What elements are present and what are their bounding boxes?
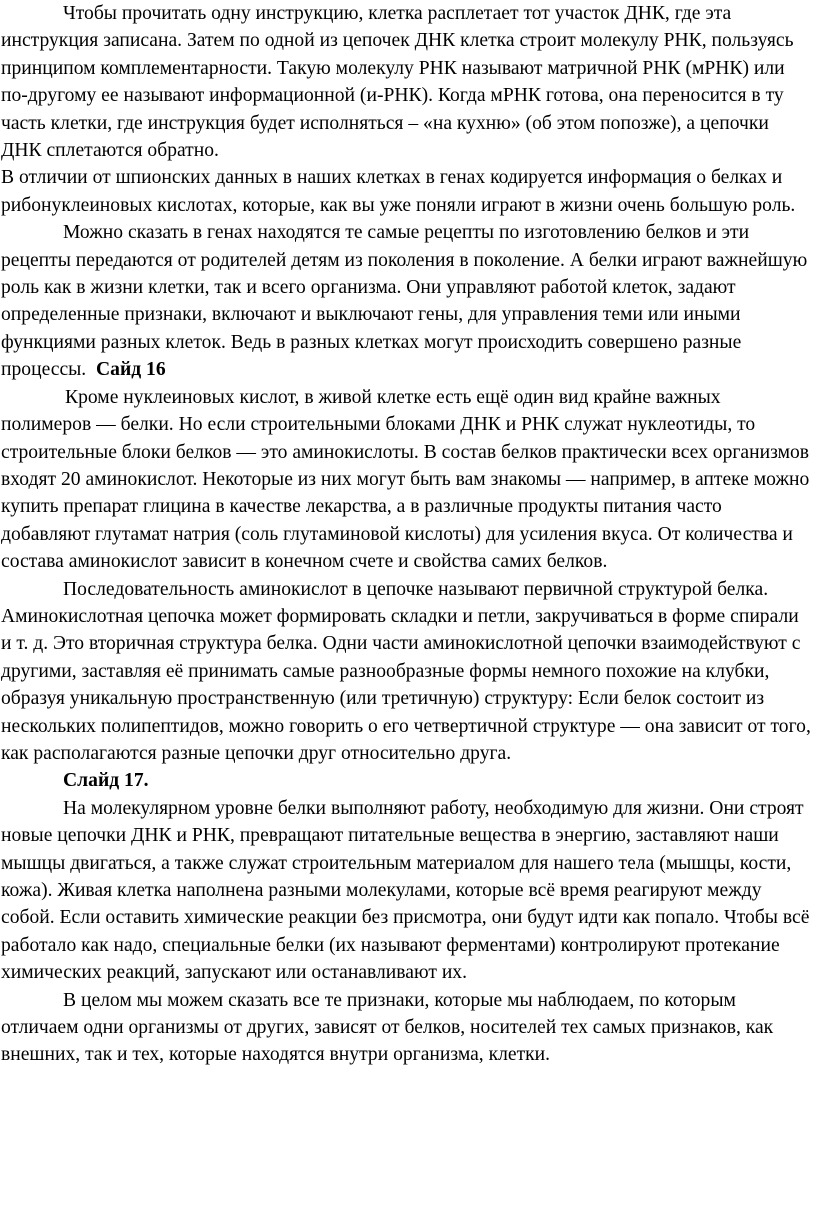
paragraph-protein-structure: Последовательность аминокислот в цепочке называют первичной структурой белка. Аминокислотная цепочка может формировать складки и петли, закручиваться в форме спирали и т. д. Это вторичная структура белка. Одни части аминокислотной цепочки взаимодействуют с другими, заставляя её принимать самые разнообразные формы немного похожие на клубки, образуя уникальную пространственную (или третичную) структуру: Если белок состоит из нескольких полипептидов, можно говорить о его четвертичной структуре — она зависит от того, как располагаются разные цепочки друг относительно друга. <box>1 578 811 764</box>
slide-17-heading: Слайд 17. <box>63 770 149 792</box>
paragraph-rna-transcription: Чтобы прочитать одну инструкцию, клетка расплетает тот участок ДНК, где эта инструкция записана. Затем по одной из цепочек ДНК клетка строит молекулу РНК, пользуясь принципом комплементарности. Такую молекулу РНК называют матричной РНК (мРНК) или по-другому ее называют информационной (и-РНК). Когда мРНК готова, она переносится в ту часть клетки, где инструкция будет исполняться – «на кухню» (об этом попозже), а цепочки ДНК сплетаются обратно. <box>1 3 794 162</box>
paragraph-protein-functions: На молекулярном уровне белки выполняют работу, необходимую для жизни. Они строят новые цепочки ДНК и РНК, превращают питательные вещества в энергию, заставляют наши мышцы двигаться, а также служат строительным материалом для нашего тела (мышцы, кости, кожа). Живая клетка наполнена разными молекулами, которые всё время реагируют между собой. Если оставить химические реакции без присмотра, они будут идти как попало. Чтобы всё работало как надо, специальные белки (их называют ферментами) контролируют протекание химических реакций, запускают или останавливают их. <box>1 797 810 984</box>
paragraph-amino-acids: Кроме нуклеиновых кислот, в живой клетке есть ещё один вид крайне важных полимеров — белки. Но если строительными блоками ДНК и РНК служат нуклеотиды, то строительные блоки белков — это аминокислоты. В состав белков практически всех организмов входят 20 аминокислот. Некоторые из них могут быть вам знакомы — например, в аптеке можно купить препарат глицина в качестве лекарства, а в различные продукты питания часто добавляют глутамат натрия (соль глутаминовой кислоты) для усиления вкуса. От количества и состава аминокислот зависит в конечном счете и свойства самих белков. <box>1 386 810 573</box>
paragraph-genes-information: В отличии от шпионских данных в наших клетках в генах кодируется информация о белках и рибонуклеиновых кислотах, которые, как вы уже поняли играют в жизни очень большую роль. <box>1 167 796 216</box>
paragraph-protein-recipes <box>1 219 812 383</box>
paragraph-protein-recipes-text: Можно сказать в генах находятся те самые рецепты по изготовлению белков и эти рецепты передаются от родителей детям из поколения в поколение. А белки играют важнейшую роль как в жизни клетки, так и всего организма. Они управляют работой клеток, задают определенные признаки, включают и выключают гены, для управления теми или иными функциями разных клеток. Ведь в разных клетках могут происходить совершено разные процессы. <box>1 222 808 381</box>
paragraph-conclusion: В целом мы можем сказать все те признаки, которые мы наблюдаем, по которым отличаем одни организмы от других, зависят от белков, носителей тех самых признаков, как внешних, так и тех, которые находятся внутри организма, клетки. <box>1 989 774 1066</box>
slide-16-label: Сайд 16 <box>96 359 166 381</box>
